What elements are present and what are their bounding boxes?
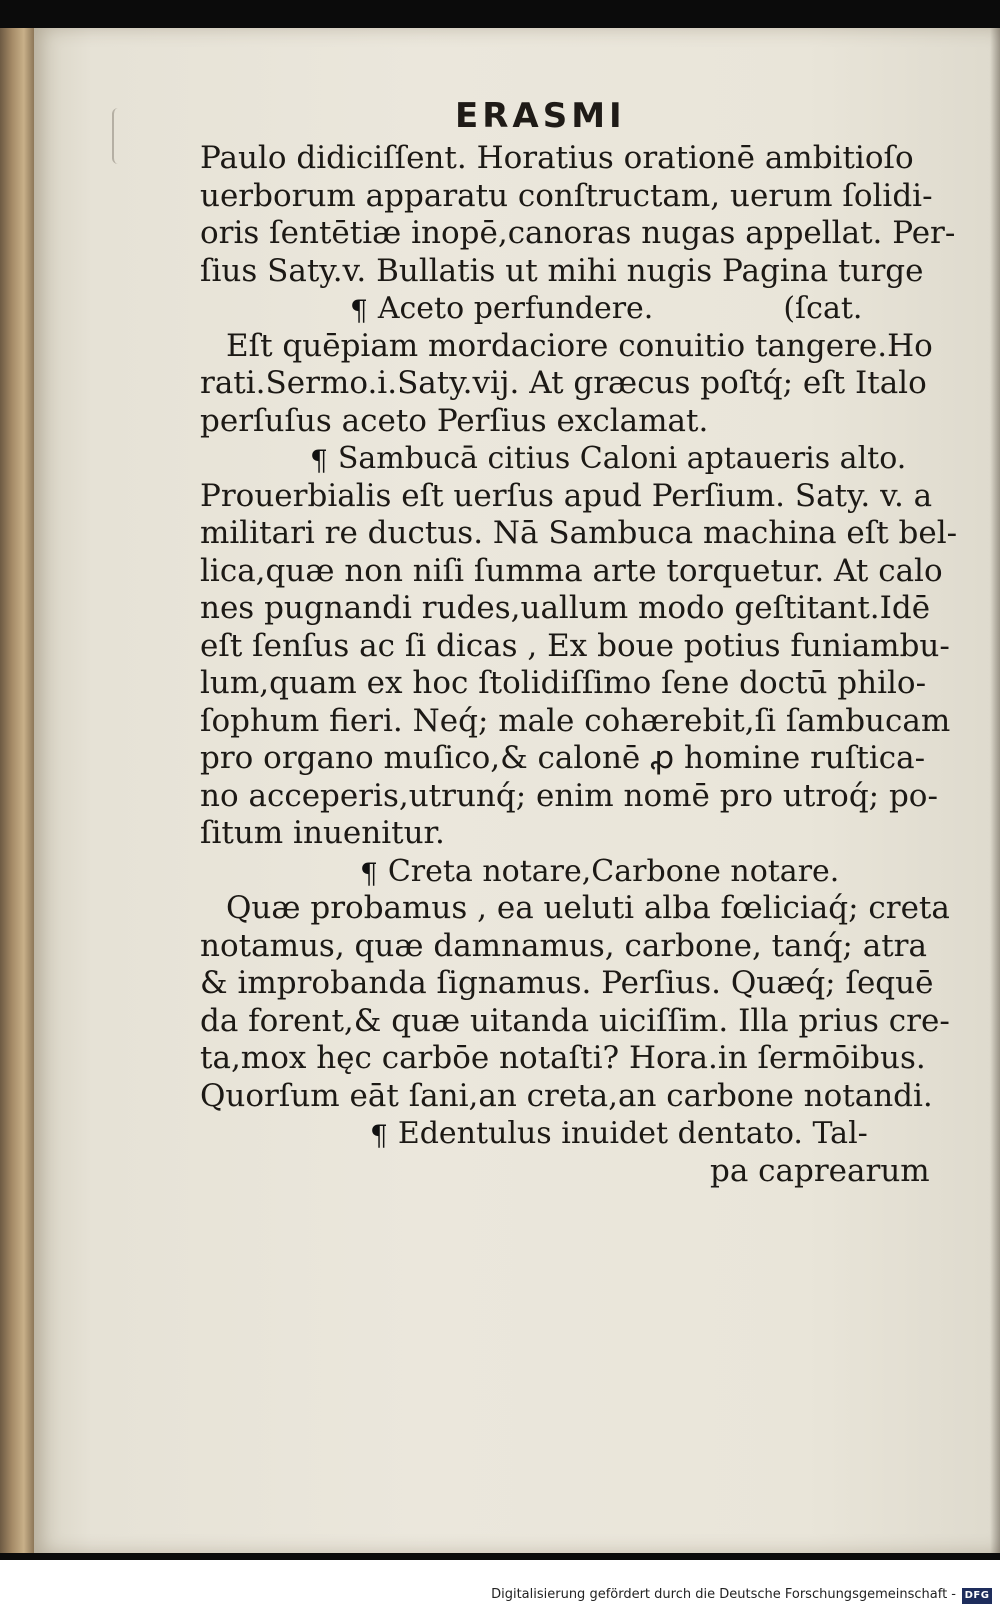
adage-heading-text: Aceto perfundere.: [377, 291, 654, 326]
adage-heading-sambuca: [200, 440, 920, 478]
margin-mark: [112, 108, 124, 164]
footer-bar: [0, 1560, 1000, 1608]
text-line: ſitum inuenitur.: [200, 815, 445, 851]
text-line: militari re ductus. Nā Sambuca machina eſt bel-: [200, 515, 958, 551]
text-line: notamus, quæ damnamus, carbone, tanq́; atra: [200, 927, 927, 964]
text-line: da forent,& quæ uitanda uiciſſim. Illa prius cre-: [200, 1002, 950, 1039]
text-line: eſt ſenſus ac ſi dicas , Ex boue potius funiambu-: [200, 627, 950, 664]
running-head: ERASMI: [455, 96, 626, 136]
text-line: perſuſus aceto Perſius exclamat.: [200, 402, 709, 439]
text-line: no acceperis,utrunq́; enim nomē pro utroq́; po-: [200, 777, 938, 814]
text-line: pro organo muſico,& calonē ꝓ homine ruſtica-: [200, 740, 926, 776]
adage-heading-creta: [200, 853, 920, 891]
text-line: Quæ probamus , ea ueluti alba fœliciaq́; creta: [226, 890, 950, 926]
pilcrow-icon: ¶: [350, 294, 368, 327]
adage-heading-text: Creta notare,Carbone notare.: [387, 853, 840, 889]
overflow-text: (ſcat.: [783, 291, 863, 326]
text-line: ſophum fieri. Neq́; male coh​ærebit,ſi ſambucam: [200, 702, 951, 739]
text-line: oris ſentētiæ inopē,canoras nugas appellat. Per-: [200, 215, 956, 251]
text-line: nes pugnandi rudes,uallum modo geſtitant.Idē: [200, 590, 931, 626]
text-line: rati.Sermo.i.Saty.vij. At græcus poſtq́; eſt Italo: [200, 365, 927, 401]
pilcrow-icon: ¶: [360, 856, 378, 890]
funding-credit: Digitalisierung gefördert durch die Deutsche Forschungsgemeinschaft -: [491, 1587, 956, 1602]
text-line: uerborum apparatu conſtructam, uerum ſolidi-: [200, 177, 933, 214]
adage-heading-aceto: [200, 290, 920, 328]
text-line: Paulo didiciſſent. Horatius orationē ambitioſo: [200, 140, 914, 176]
text-line: ſius Saty.v. Bullatis ut mihi nugis Pagina turge: [200, 252, 924, 289]
adage-heading-text: Sambucā citius Caloni aptaueris alto.: [337, 441, 907, 476]
text-line: Eſt quēpiam mordaciore conuitio tangere.Ho: [226, 327, 933, 364]
text-line: & improbanda ſignamus. Perſius. Quæq́; ſequē: [200, 965, 934, 1001]
text-line: lica,quæ non niſi ſumma arte torquetur. At calo: [200, 552, 943, 589]
text-block: [200, 140, 958, 1190]
adage-heading-edentulus: [200, 1115, 920, 1153]
text-line: Prouerbialis eſt uerſus apud Perſium. Saty. v. a: [200, 477, 933, 514]
pilcrow-icon: ¶: [310, 444, 328, 477]
text-line: lum,quam ex hoc ſtolidiſſimo ſene doctū philo-: [200, 665, 927, 701]
catchword: pa caprearum: [710, 1152, 930, 1189]
dfg-logo-icon: DFG: [962, 1588, 992, 1604]
text-line: Quorſum eāt ſani,an creta,an carbone notandi.: [200, 1077, 933, 1114]
page-shadow-edge: [990, 28, 1000, 1553]
adage-heading-text: Edentulus inuidet dentato. Tal-: [397, 1116, 868, 1151]
pilcrow-icon: ¶: [370, 1119, 388, 1152]
book-binding-edge: [0, 28, 36, 1553]
text-line: ta,mox hęc carbōe notaſti? Hora.in ſermōibus.: [200, 1040, 926, 1076]
